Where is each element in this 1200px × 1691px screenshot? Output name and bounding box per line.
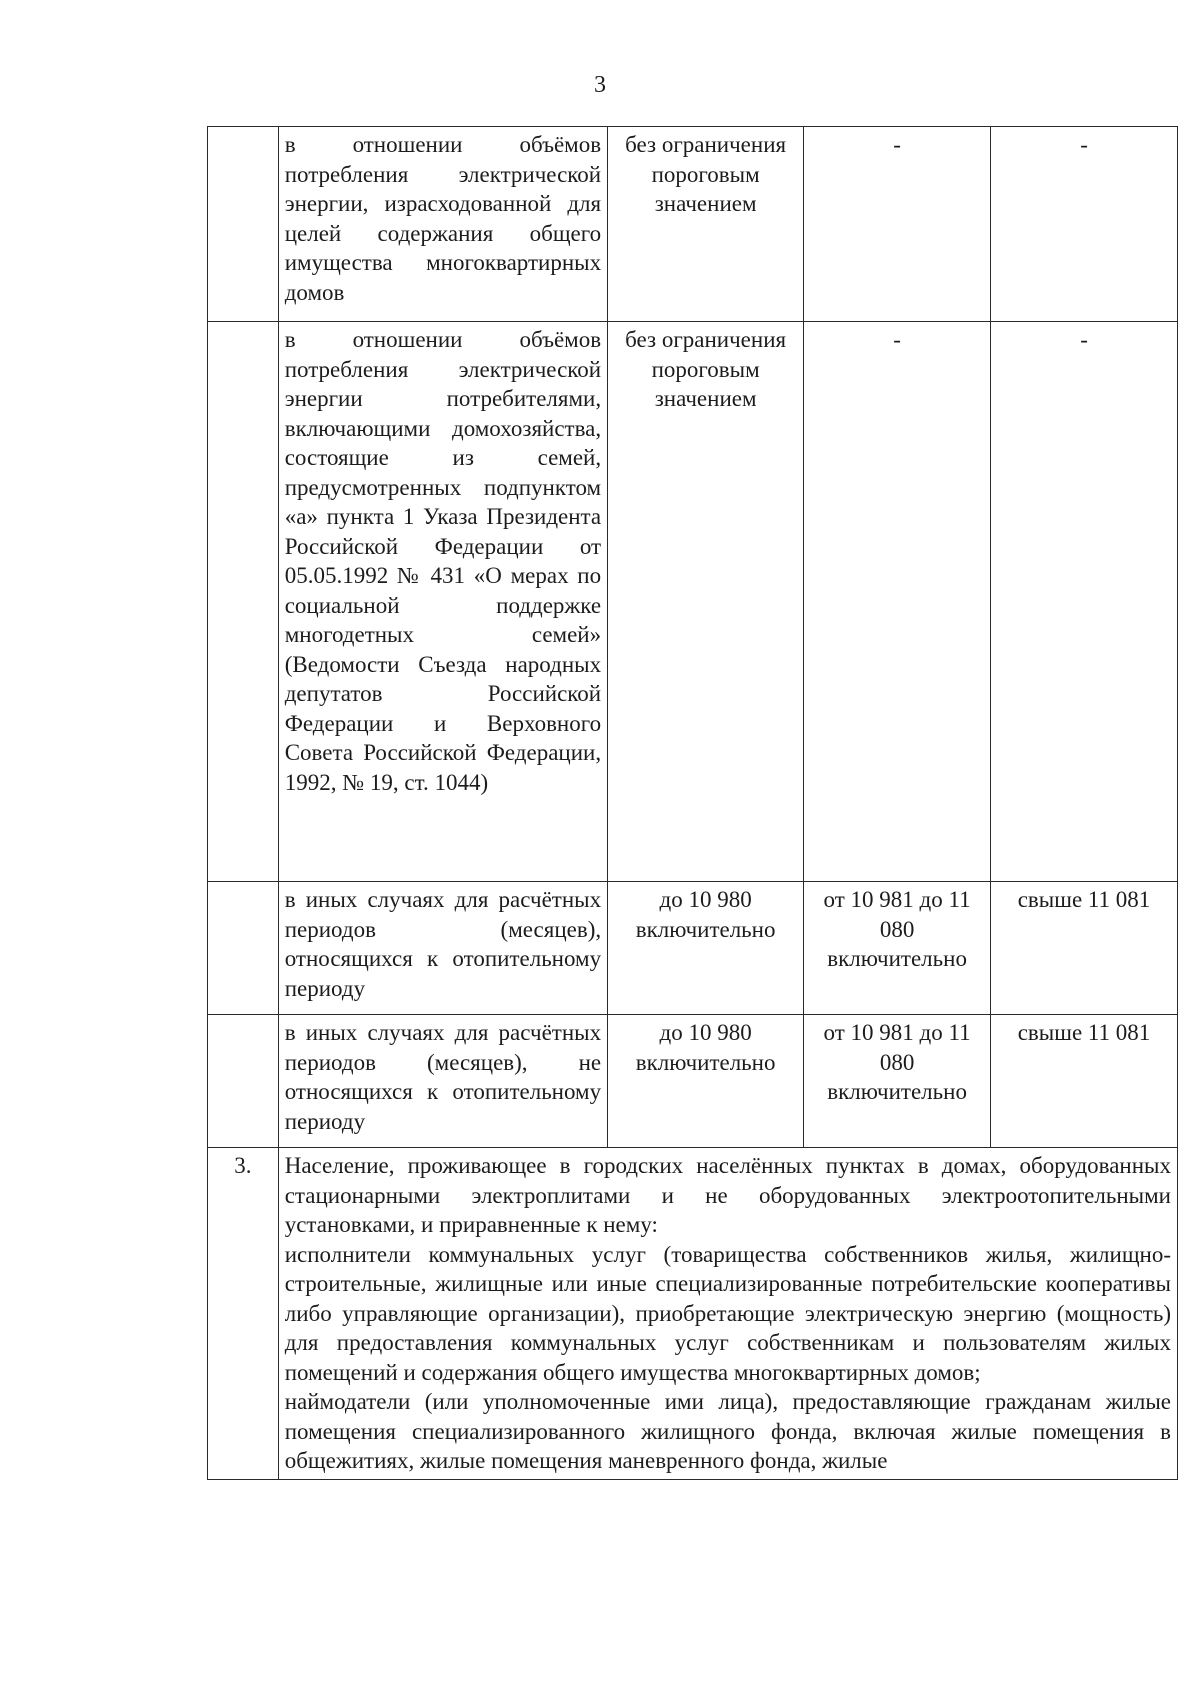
range-low-cell: без ограничения пороговым значением: [608, 322, 804, 882]
range-high-cell: свыше 11 081: [991, 1015, 1178, 1148]
table-row: [208, 882, 1178, 1015]
table-row-section-3: [208, 1148, 1178, 1480]
description-text: в отношении объёмов потребления электрической энергии, израсходованной для целей содержания общего имущества многоквартирных домов: [284, 132, 602, 305]
range-high-cell: -: [991, 127, 1178, 322]
description-text: в иных случаях для расчётных периодов (месяцев), не относящихся к отопительному периоду: [284, 1020, 602, 1134]
range-mid-cell: от 10 981 до 11 080 включительно: [804, 1015, 991, 1148]
section-3-paragraph-1: Население, проживающее в городских населённых пунктах в домах, оборудованных стационарными электроплитами и не оборудованных электроотопительными установками, и приравненные к нему:: [284, 1153, 1171, 1237]
number-cell: [208, 322, 279, 882]
description-text: в отношении объёмов потребления электрической энергии потребителями, включающими домохозяйства, состоящие из семей, предусмотренных подпунктом «а» пункта 1 Указа Президента Российской Федерации от 05.05.1992 № 431 «О мерах по социальной поддержке многодетных семей» (Ведомости Съезда народных депутатов Российской Федерации и Верховного Совета Российской Федерации, 1992, № 19, ст. 1044): [284, 327, 602, 795]
description-cell: [278, 322, 607, 882]
tariff-table: [207, 126, 1178, 1480]
description-cell: [278, 882, 607, 1015]
table-row: [208, 322, 1178, 882]
range-low-cell: до 10 980 включительно: [608, 882, 804, 1015]
range-mid-cell: от 10 981 до 11 080 включительно: [804, 882, 991, 1015]
range-low-cell: до 10 980 включительно: [608, 1015, 804, 1148]
section-3-text: [278, 1148, 1177, 1480]
range-mid-cell: -: [804, 322, 991, 882]
range-mid-cell: -: [804, 127, 991, 322]
number-cell: [208, 882, 279, 1015]
page-number: 3: [594, 72, 606, 98]
range-low-cell: без ограничения пороговым значением: [608, 127, 804, 322]
description-cell: [278, 127, 607, 322]
table-row: [208, 1015, 1178, 1148]
description-text: в иных случаях для расчётных периодов (месяцев), относящихся к отопительному периоду: [284, 887, 602, 1001]
number-cell: [208, 1015, 279, 1148]
description-cell: [278, 1015, 607, 1148]
range-high-cell: -: [991, 322, 1178, 882]
range-high-cell: свыше 11 081: [991, 882, 1178, 1015]
section-3-paragraph-2: исполнители коммунальных услуг (товарищества собственников жилья, жилищно-строительные, жилищные или иные специализированные потребительские кооперативы либо управляющие организации), приобретающие электрическую энергию (мощность) для предоставления коммунальных услуг собственникам и пользователям жилых помещений и содержания общего имущества многоквартирных домов;: [284, 1241, 1171, 1385]
section-3-paragraph-3: наймодатели (или уполномоченные ими лица), предоставляющие гражданам жилые помещения специализированного жилищного фонда, включая жилые помещения в общежитиях, жилые помещения маневренного фонда, жилые: [284, 1389, 1171, 1473]
number-cell: [208, 127, 279, 322]
section-number: 3.: [208, 1148, 279, 1480]
table-row: [208, 127, 1178, 322]
